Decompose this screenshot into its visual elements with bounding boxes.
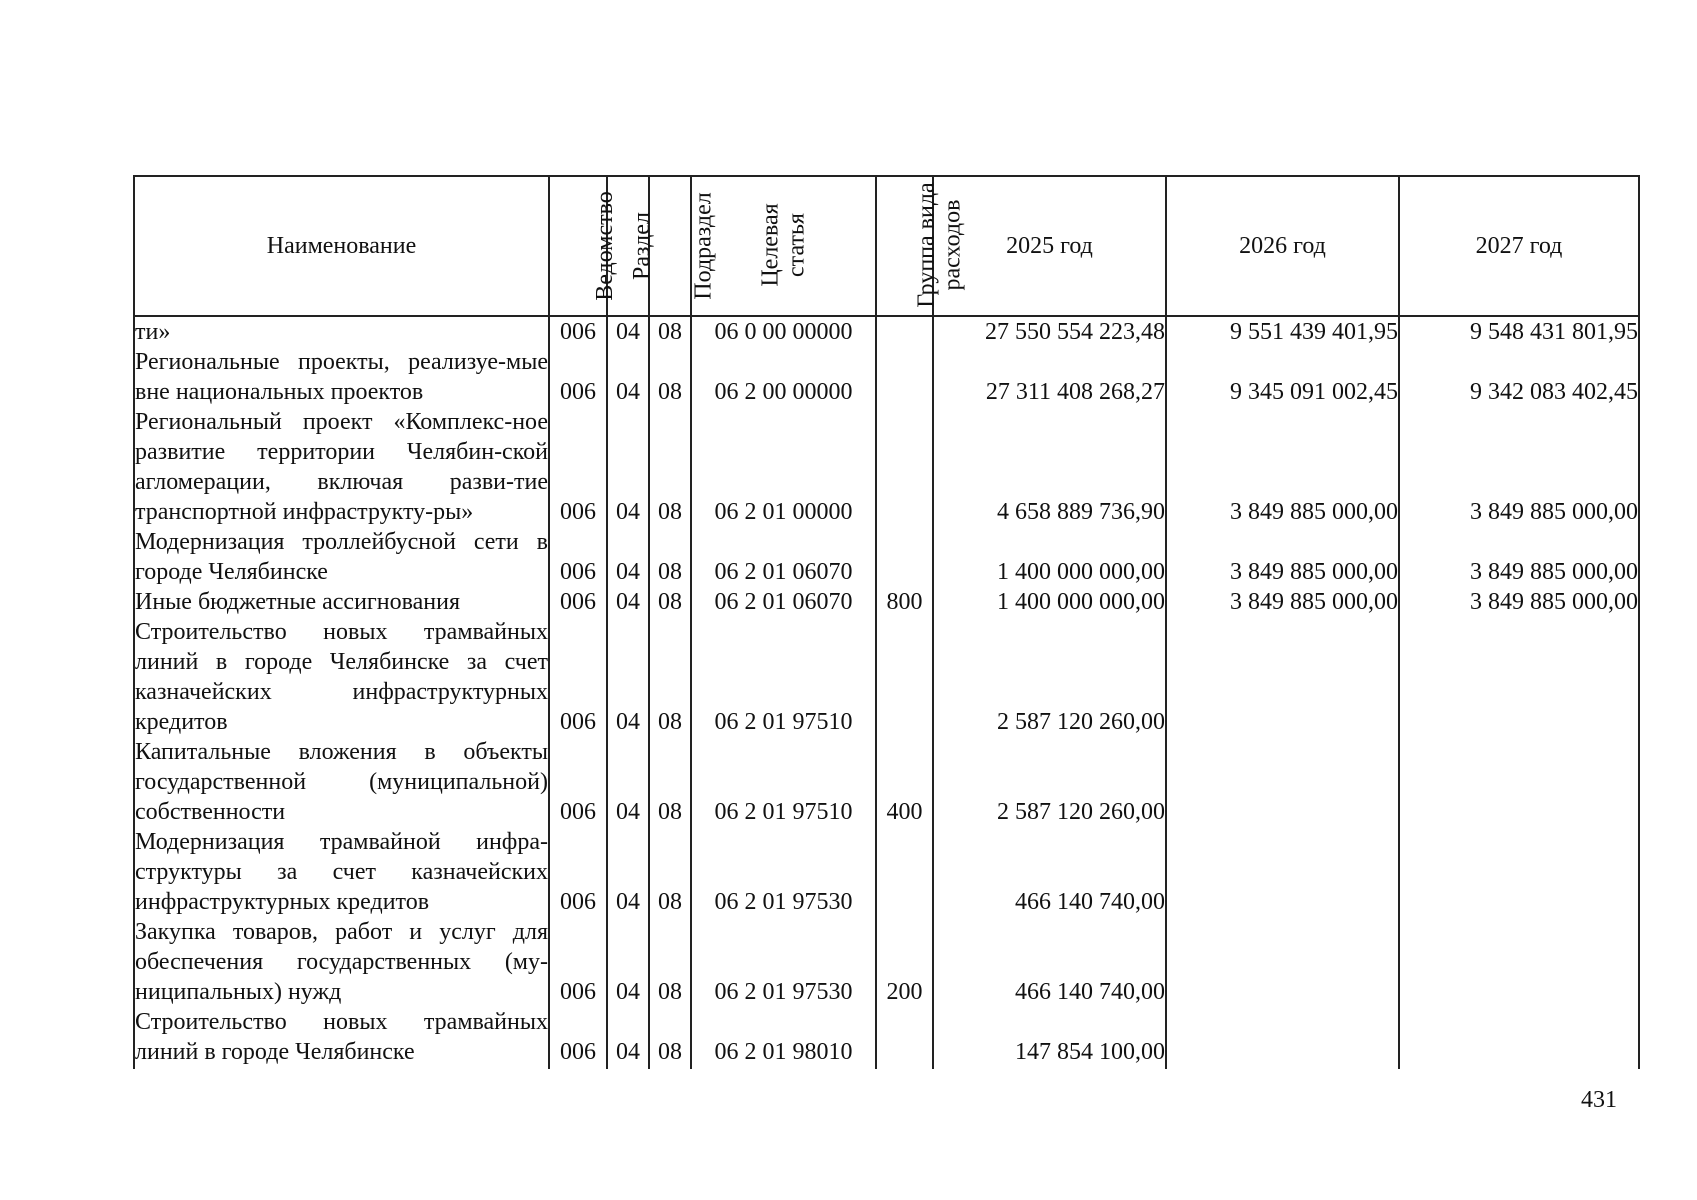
row-razdel-cell: 04 xyxy=(607,737,649,827)
row-2026-cell xyxy=(1166,617,1399,737)
row-2025-cell: 4 658 889 736,90 xyxy=(933,407,1166,527)
row-celevaya-statya-cell: 06 2 00 00000 xyxy=(691,347,876,407)
table-header-row xyxy=(134,176,1639,316)
row-razdel-cell: 04 xyxy=(607,617,649,737)
row-celevaya-statya-cell: 06 2 01 06070 xyxy=(691,527,876,587)
row-2025-cell: 1 400 000 000,00 xyxy=(933,527,1166,587)
row-vedomstvo-cell: 006 xyxy=(549,316,607,347)
row-2026-cell: 9 345 091 002,45 xyxy=(1166,347,1399,407)
row-2025-cell: 2 587 120 260,00 xyxy=(933,737,1166,827)
table-row xyxy=(134,1007,1639,1069)
row-gruppa-cell xyxy=(876,1007,933,1069)
row-name-cell: Закупка товаров, работ и услуг для обеспечения государственных (му-ниципальных) нужд xyxy=(135,919,548,1005)
row-vedomstvo-cell: 006 xyxy=(549,827,607,917)
header-celevaya-statya: Целевая статья xyxy=(691,176,876,316)
header-razdel: Раздел xyxy=(607,176,649,316)
row-2026-cell xyxy=(1166,827,1399,917)
row-2026-cell xyxy=(1166,1007,1399,1069)
row-celevaya-statya-cell: 06 0 00 00000 xyxy=(691,316,876,347)
row-name-cell: Региональные проекты, реализуе-мые вне национальных проектов xyxy=(135,349,548,405)
row-gruppa-cell xyxy=(876,527,933,587)
row-podrazdel-cell: 08 xyxy=(649,407,691,527)
header-year-2027: 2027 год xyxy=(1399,176,1639,316)
header-gruppa-vida-rashodov: Группа вида расходов xyxy=(876,176,933,316)
row-2025-cell: 2 587 120 260,00 xyxy=(933,617,1166,737)
row-celevaya-statya-cell: 06 2 01 97510 xyxy=(691,737,876,827)
row-2026-cell: 3 849 885 000,00 xyxy=(1166,587,1399,617)
table-row xyxy=(134,827,1639,917)
table-row xyxy=(134,917,1639,1007)
row-2026-cell xyxy=(1166,737,1399,827)
row-razdel-cell: 04 xyxy=(607,347,649,407)
row-razdel-cell: 04 xyxy=(607,316,649,347)
row-name-cell: Капитальные вложения в объекты государственной (муниципальной) собственности xyxy=(135,739,548,825)
row-celevaya-statya-cell: 06 2 01 00000 xyxy=(691,407,876,527)
row-vedomstvo-cell: 006 xyxy=(549,737,607,827)
row-2025-cell: 1 400 000 000,00 xyxy=(933,587,1166,617)
header-year-2026: 2026 год xyxy=(1166,176,1399,316)
row-2027-cell xyxy=(1399,917,1639,1007)
header-name: Наименование xyxy=(134,176,549,316)
row-celevaya-statya-cell: 06 2 01 06070 xyxy=(691,587,876,617)
row-name-cell: Региональный проект «Комплекс-ное развитие территории Челябин-ской агломерации, включая разви-тие транспортной инфраструкту-ры» xyxy=(135,409,548,525)
header-year-2025: 2025 год xyxy=(933,176,1166,316)
row-2025-cell: 27 311 408 268,27 xyxy=(933,347,1166,407)
row-gruppa-cell xyxy=(876,827,933,917)
budget-table xyxy=(133,175,1640,1069)
row-name-cell: Строительство новых трамвайных линий в городе Челябинске за счет казначейских инфраструктурных кредитов xyxy=(135,619,548,735)
row-celevaya-statya-cell: 06 2 01 98010 xyxy=(691,1007,876,1069)
table-body xyxy=(134,316,1639,1069)
row-2026-cell xyxy=(1166,917,1399,1007)
row-2025-cell: 27 550 554 223,48 xyxy=(933,316,1166,347)
row-podrazdel-cell: 08 xyxy=(649,737,691,827)
table-row xyxy=(134,737,1639,827)
row-razdel-cell: 04 xyxy=(607,827,649,917)
row-gruppa-cell xyxy=(876,407,933,527)
row-razdel-cell: 04 xyxy=(607,587,649,617)
row-vedomstvo-cell: 006 xyxy=(549,617,607,737)
table-row xyxy=(134,407,1639,527)
header-vedomstvo: Ведомство xyxy=(549,176,607,316)
row-gruppa-cell: 400 xyxy=(876,737,933,827)
row-podrazdel-cell: 08 xyxy=(649,827,691,917)
header-podrazdel: Подраздел xyxy=(649,176,691,316)
row-vedomstvo-cell: 006 xyxy=(549,347,607,407)
row-podrazdel-cell: 08 xyxy=(649,587,691,617)
row-celevaya-statya-cell: 06 2 01 97530 xyxy=(691,827,876,917)
row-2027-cell xyxy=(1399,1007,1639,1069)
row-celevaya-statya-cell: 06 2 01 97530 xyxy=(691,917,876,1007)
row-gruppa-cell xyxy=(876,617,933,737)
row-name-cell: Модернизация трамвайной инфра-структуры за счет казначейских инфраструктурных кредитов xyxy=(135,829,548,915)
row-celevaya-statya-cell: 06 2 01 97510 xyxy=(691,617,876,737)
row-2025-cell: 147 854 100,00 xyxy=(933,1007,1166,1069)
row-razdel-cell: 04 xyxy=(607,527,649,587)
row-vedomstvo-cell: 006 xyxy=(549,527,607,587)
row-podrazdel-cell: 08 xyxy=(649,527,691,587)
row-2027-cell xyxy=(1399,737,1639,827)
row-podrazdel-cell: 08 xyxy=(649,1007,691,1069)
row-name-cell: Строительство новых трамвайных линий в городе Челябинске xyxy=(134,1007,549,1069)
row-gruppa-cell: 800 xyxy=(876,587,933,617)
row-podrazdel-cell: 08 xyxy=(649,617,691,737)
row-name-cell: Модернизация троллейбусной сети в городе Челябинске xyxy=(135,529,548,585)
row-razdel-cell: 04 xyxy=(607,917,649,1007)
row-2027-cell: 3 849 885 000,00 xyxy=(1399,407,1639,527)
row-2025-cell: 466 140 740,00 xyxy=(933,917,1166,1007)
row-name-cell: Иные бюджетные ассигнования xyxy=(134,587,549,617)
row-2027-cell xyxy=(1399,617,1639,737)
row-vedomstvo-cell: 006 xyxy=(549,407,607,527)
row-2026-cell: 3 849 885 000,00 xyxy=(1166,407,1399,527)
row-vedomstvo-cell: 006 xyxy=(549,587,607,617)
row-2027-cell: 9 548 431 801,95 xyxy=(1399,316,1639,347)
row-2026-cell: 3 849 885 000,00 xyxy=(1166,527,1399,587)
row-podrazdel-cell: 08 xyxy=(649,917,691,1007)
table-row xyxy=(134,617,1639,737)
row-razdel-cell: 04 xyxy=(607,1007,649,1069)
table-row xyxy=(134,527,1639,587)
page-number: 431 xyxy=(1581,1087,1617,1113)
row-2027-cell: 9 342 083 402,45 xyxy=(1399,347,1639,407)
table-row xyxy=(134,316,1639,347)
row-2025-cell: 466 140 740,00 xyxy=(933,827,1166,917)
row-2027-cell xyxy=(1399,827,1639,917)
row-podrazdel-cell: 08 xyxy=(649,347,691,407)
table-row xyxy=(134,347,1639,407)
row-gruppa-cell xyxy=(876,347,933,407)
row-gruppa-cell: 200 xyxy=(876,917,933,1007)
row-2026-cell: 9 551 439 401,95 xyxy=(1166,316,1399,347)
row-vedomstvo-cell: 006 xyxy=(549,917,607,1007)
row-gruppa-cell xyxy=(876,316,933,347)
row-vedomstvo-cell: 006 xyxy=(549,1007,607,1069)
table-row xyxy=(134,587,1639,617)
row-2027-cell: 3 849 885 000,00 xyxy=(1399,527,1639,587)
row-2027-cell: 3 849 885 000,00 xyxy=(1399,587,1639,617)
row-name-cell: ти» xyxy=(134,316,549,347)
row-razdel-cell: 04 xyxy=(607,407,649,527)
row-podrazdel-cell: 08 xyxy=(649,316,691,347)
